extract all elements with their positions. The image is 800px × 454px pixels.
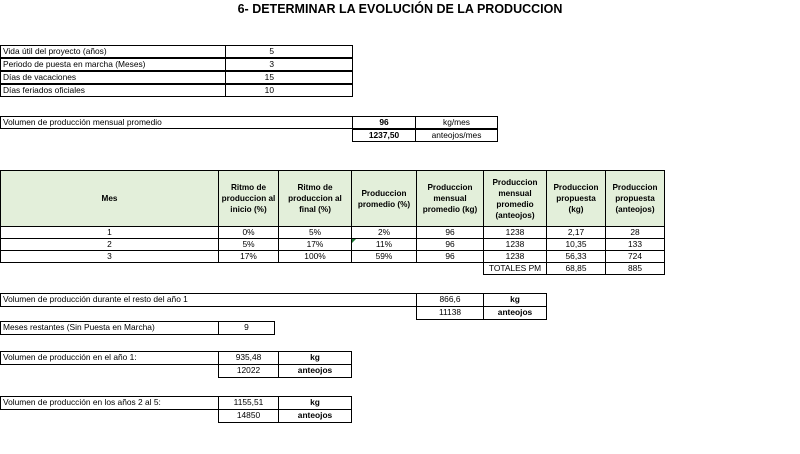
- param-value-puesta-marcha: 3: [225, 58, 353, 71]
- table-cell: 724: [605, 250, 665, 263]
- table-cell: 1238: [483, 250, 547, 263]
- monthly-production-anteojos-unit: anteojos/mes: [415, 129, 498, 142]
- table-cell: 1238: [483, 238, 547, 251]
- table-cell: 96: [416, 226, 484, 239]
- param-value-vida-util: 5: [225, 45, 353, 58]
- monthly-production-kg: 96: [352, 116, 416, 129]
- totals-anteojos: 885: [605, 262, 665, 275]
- table-cell: 2,17: [546, 226, 606, 239]
- param-label-feriados: Días feriados oficiales: [0, 84, 226, 97]
- meses-restantes-value: 9: [218, 321, 275, 335]
- anio1-anteojos: 12022: [218, 364, 279, 378]
- header-propuesta-kg: Produccion propuesta (kg): [546, 170, 606, 227]
- anios2a5-anteojos-unit: anteojos: [278, 409, 352, 423]
- anios2a5-label: Volumen de producción en los años 2 al 5:: [0, 396, 219, 410]
- table-cell: 1: [0, 226, 219, 239]
- header-ritmo-inicio: Ritmo de produccion al inicio (%): [218, 170, 279, 227]
- table-cell: 1238: [483, 226, 547, 239]
- monthly-production-anteojos: 1237,50: [352, 129, 416, 142]
- table-cell: 3: [0, 250, 219, 263]
- table-cell: 56,33: [546, 250, 606, 263]
- table-cell: 11%: [351, 238, 417, 251]
- table-cell: 5%: [218, 238, 279, 251]
- meses-restantes-label: Meses restantes (Sin Puesta en Marcha): [0, 321, 219, 335]
- table-cell: 2%: [351, 226, 417, 239]
- anio1-kg: 935,48: [218, 351, 279, 365]
- header-ritmo-final: Ritmo de produccion al final (%): [278, 170, 352, 227]
- resto-label: Volumen de producción durante el resto del año 1: [0, 293, 417, 307]
- resto-anteojos-unit: anteojos: [483, 306, 547, 320]
- resto-kg-unit: kg: [483, 293, 547, 307]
- resto-anteojos: 11138: [416, 306, 484, 320]
- param-label-puesta-marcha: Periodo de puesta en marcha (Meses): [0, 58, 226, 71]
- cell-indicator-icon: [352, 239, 356, 243]
- totals-label: TOTALES PM: [483, 262, 547, 275]
- table-cell: 100%: [278, 250, 352, 263]
- header-mes: Mes: [0, 170, 219, 227]
- table-cell: 28: [605, 226, 665, 239]
- totals-kg: 68,85: [546, 262, 606, 275]
- table-cell: 96: [416, 238, 484, 251]
- table-cell: 59%: [351, 250, 417, 263]
- table-cell: 5%: [278, 226, 352, 239]
- monthly-production-kg-unit: kg/mes: [415, 116, 498, 129]
- anio1-kg-unit: kg: [278, 351, 352, 365]
- param-value-vacaciones: 15: [225, 71, 353, 84]
- anio1-label: Volumen de producción en el año 1:: [0, 351, 219, 365]
- param-label-vacaciones: Días de vacaciones: [0, 71, 226, 84]
- anio1-anteojos-unit: anteojos: [278, 364, 352, 378]
- table-cell: 133: [605, 238, 665, 251]
- page-title: 6- DETERMINAR LA EVOLUCIÓN DE LA PRODUCCION: [237, 2, 563, 16]
- header-mensual-kg: Produccion mensual promedio (kg): [416, 170, 484, 227]
- table-cell: 2: [0, 238, 219, 251]
- table-cell: 17%: [218, 250, 279, 263]
- param-value-feriados: 10: [225, 84, 353, 97]
- param-label-vida-util: Vida útil del proyecto (años): [0, 45, 226, 58]
- table-cell: 10,35: [546, 238, 606, 251]
- header-produccion-promedio: Produccion promedio (%): [351, 170, 417, 227]
- table-cell: 0%: [218, 226, 279, 239]
- header-mensual-anteojos: Produccion mensual promedio (anteojos): [483, 170, 547, 227]
- monthly-production-label: Volumen de producción mensual promedio: [0, 116, 353, 129]
- header-propuesta-anteojos: Produccion propuesta (anteojos): [605, 170, 665, 227]
- anios2a5-anteojos: 14850: [218, 409, 279, 423]
- resto-kg: 866,6: [416, 293, 484, 307]
- anios2a5-kg: 1155,51: [218, 396, 279, 410]
- anios2a5-kg-unit: kg: [278, 396, 352, 410]
- table-cell: 96: [416, 250, 484, 263]
- table-cell: 17%: [278, 238, 352, 251]
